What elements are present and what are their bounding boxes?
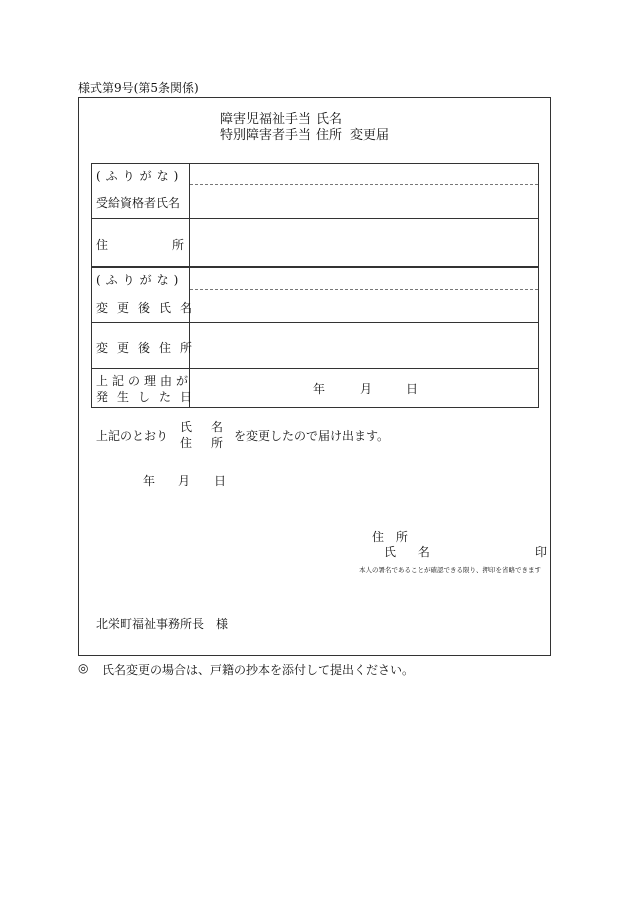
address-label-right: 所 xyxy=(172,238,185,252)
form-title-block xyxy=(220,112,350,144)
statement-suffix: を変更したので届け出ます。 xyxy=(234,429,390,443)
reason-date-label-1: 上記の理由が xyxy=(96,374,193,388)
statement-option-address-b: 所 xyxy=(211,436,224,450)
new-address-label: 変更後住所 xyxy=(96,341,202,355)
reason-date-label-2: 発生した日 xyxy=(96,390,202,404)
form-number-label: 様式第9号(第5条関係) xyxy=(78,81,199,95)
title-option-name: 氏名 xyxy=(316,112,343,127)
submit-date-year: 年 xyxy=(143,474,156,488)
table-row-divider xyxy=(91,368,539,369)
seal-mark: 印 xyxy=(535,545,548,559)
recipient-name-field[interactable] xyxy=(190,186,538,217)
reason-date-month: 月 xyxy=(360,382,373,396)
furigana-field-1[interactable] xyxy=(190,164,538,184)
footnote-text: 氏名変更の場合は、戸籍の抄本を添付して提出ください。 xyxy=(102,663,415,677)
statement-option-address-a: 住 xyxy=(180,436,193,450)
furigana-field-2[interactable] xyxy=(190,268,538,288)
new-name-label: 変更後氏名 xyxy=(96,301,202,315)
submit-date-month: 月 xyxy=(178,474,191,488)
addressee: 北栄町福祉事務所長 様 xyxy=(96,617,229,631)
new-address-field[interactable] xyxy=(190,323,538,367)
submit-date-day: 日 xyxy=(214,474,227,488)
furigana-label-2: (ふりがな) xyxy=(96,273,184,287)
address-label-left: 住 xyxy=(96,238,109,252)
title-suffix: 変更届 xyxy=(350,128,390,143)
reason-date-day: 日 xyxy=(406,382,419,396)
address-field[interactable] xyxy=(190,219,538,265)
reason-date-year: 年 xyxy=(313,382,326,396)
title-option-address: 住所 xyxy=(316,128,343,143)
furigana-divider-2 xyxy=(190,289,538,290)
statement-option-name-b: 名 xyxy=(211,420,224,434)
statement-option-name-a: 氏 xyxy=(180,420,193,434)
signature-note: 本人の署名であることが確認できる限り、押印を省略できます xyxy=(359,566,541,574)
recipient-name-label: 受給資格者氏名 xyxy=(96,196,181,210)
applicant-name-label: 氏 名 xyxy=(384,545,439,559)
furigana-divider-1 xyxy=(190,184,538,185)
statement-prefix: 上記のとおり xyxy=(96,429,169,443)
title-allowance-1: 障害児福祉手当 xyxy=(220,112,312,127)
title-allowance-2: 特別障害者手当 xyxy=(220,128,312,143)
footnote-mark: ◎ xyxy=(78,661,89,675)
furigana-label-1: (ふりがな) xyxy=(96,169,184,183)
new-name-field[interactable] xyxy=(190,291,538,321)
applicant-address-label: 住 所 xyxy=(372,530,412,544)
